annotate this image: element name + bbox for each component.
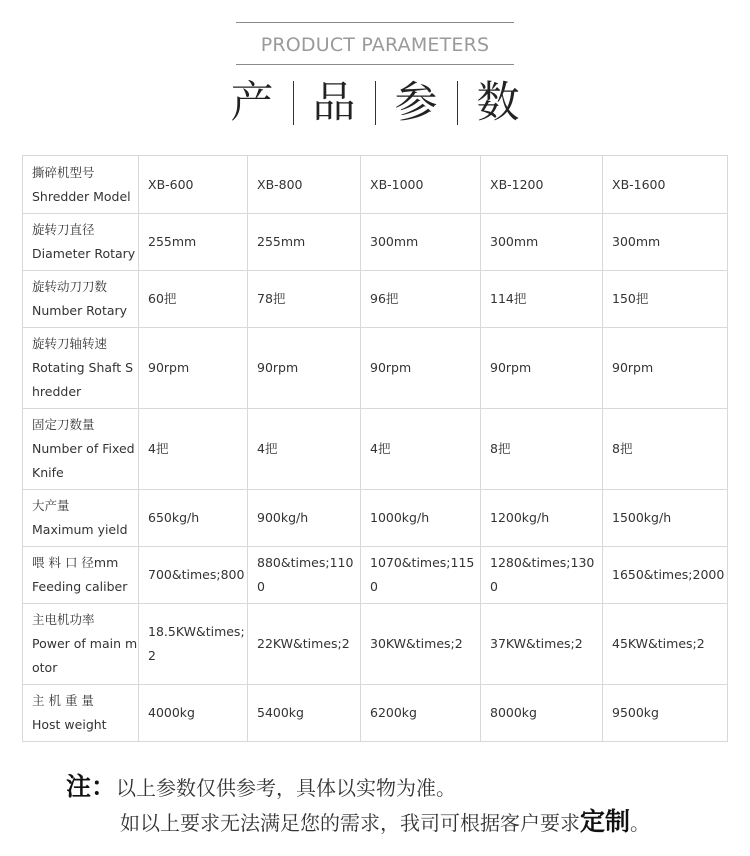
footnote [66,770,650,840]
note-customize: 定制 [580,807,631,836]
table-cell: 255mm [139,214,248,271]
row-label [23,156,139,214]
row-label-en: Power of main motor [32,636,138,675]
table-cell: 300mm [481,214,603,271]
row-label-en: Number Rotary [32,303,128,318]
row-label [23,685,139,742]
row-label-en: Number of Fixed Knife [32,441,135,480]
table-row [23,214,728,271]
table-cell: 8把 [603,409,728,490]
row-label-cn: 主电机功率 [32,612,95,627]
table-cell: 1000kg/h [361,490,481,547]
row-label [23,271,139,328]
subtitle-underline [236,64,514,65]
row-label-cn: 旋转动刀刀数 [32,279,108,294]
row-label-cn: 大产量 [32,498,70,513]
table-cell: 114把 [481,271,603,328]
table-cell: 60把 [139,271,248,328]
table-cell: 1650&times;2000 [603,547,728,604]
table-cell: 37KW&times;2 [481,604,603,685]
row-label [23,409,139,490]
table-cell: 1070&times;1150 [361,547,481,604]
note-line-1: 以上参数仅供参考，具体以实物为准。 [116,776,457,800]
row-label [23,604,139,685]
row-label-en: Host weight [32,717,107,732]
row-label-en: Feeding caliber [32,579,128,594]
page-title [0,76,750,130]
table-cell: 22KW&times;2 [248,604,361,685]
row-label-cn: 旋转刀轴转速 [32,336,108,351]
table-cell: 4000kg [139,685,248,742]
row-label-en: Maximum yield [32,522,128,537]
row-label [23,214,139,271]
table-cell: 90rpm [139,328,248,409]
row-label [23,328,139,409]
table-row [23,490,728,547]
table-cell: 4把 [248,409,361,490]
row-label [23,547,139,604]
table-cell: 1200kg/h [481,490,603,547]
table-cell: XB-1600 [603,156,728,214]
row-label-en: Shredder Model [32,188,131,204]
table-cell: 90rpm [603,328,728,409]
title-char: 品 [312,78,356,128]
table-cell: 90rpm [248,328,361,409]
table-row [23,604,728,685]
table-cell: XB-600 [139,156,248,214]
table-cell: 90rpm [361,328,481,409]
table-cell: 300mm [361,214,481,271]
title-char: 产 [230,78,274,128]
title-char: 数 [476,78,520,128]
table-cell: 96把 [361,271,481,328]
table-cell: 1500kg/h [603,490,728,547]
note-line-2: 如以上要求无法满足您的需求，我司可根据客户要求 [120,811,580,835]
table-cell: 30KW&times;2 [361,604,481,685]
table-cell: 1280&times;1300 [481,547,603,604]
row-label-cn: 旋转刀直径 [32,222,95,237]
table-cell: 900kg/h [248,490,361,547]
table-cell: 150把 [603,271,728,328]
table-cell: 700&times;800 [139,547,248,604]
table-cell: 8000kg [481,685,603,742]
row-label-cn: 主 机 重 量 [32,693,94,708]
row-label-cn: 喂 料 口 径mm [32,555,119,570]
table-cell: 650kg/h [139,490,248,547]
table-cell: 78把 [248,271,361,328]
table-cell: 6200kg [361,685,481,742]
table-cell: 4把 [139,409,248,490]
table-cell: 880&times;1100 [248,547,361,604]
row-label-en: Rotating Shaft Shredder [32,360,134,399]
table-cell: XB-800 [248,156,361,214]
section-subtitle: PRODUCT PARAMETERS [260,34,490,56]
table-cell: 45KW&times;2 [603,604,728,685]
row-label-cn: 撕碎机型号 [32,164,95,180]
table-cell: 5400kg [248,685,361,742]
table-row [23,271,728,328]
table-cell: 300mm [603,214,728,271]
table-row [23,328,728,409]
table-cell: 90rpm [481,328,603,409]
table-cell: 4把 [361,409,481,490]
row-label-en: Diameter Rotary [32,246,136,261]
note-line-2-end: 。 [630,811,651,835]
table-cell: XB-1200 [481,156,603,214]
table-row [23,409,728,490]
table-row [23,685,728,742]
table-row [23,547,728,604]
row-label [23,490,139,547]
title-char: 参 [394,78,438,128]
row-label-cn: 固定刀数量 [32,417,95,432]
table-cell: 18.5KW&times;2 [139,604,248,685]
parameters-table [22,155,728,742]
table-cell: 9500kg [603,685,728,742]
table-cell: XB-1000 [361,156,481,214]
table-row [23,156,728,214]
top-rule [236,22,514,23]
table-cell: 8把 [481,409,603,490]
table-cell: 255mm [248,214,361,271]
note-lead: 注： [66,772,117,801]
